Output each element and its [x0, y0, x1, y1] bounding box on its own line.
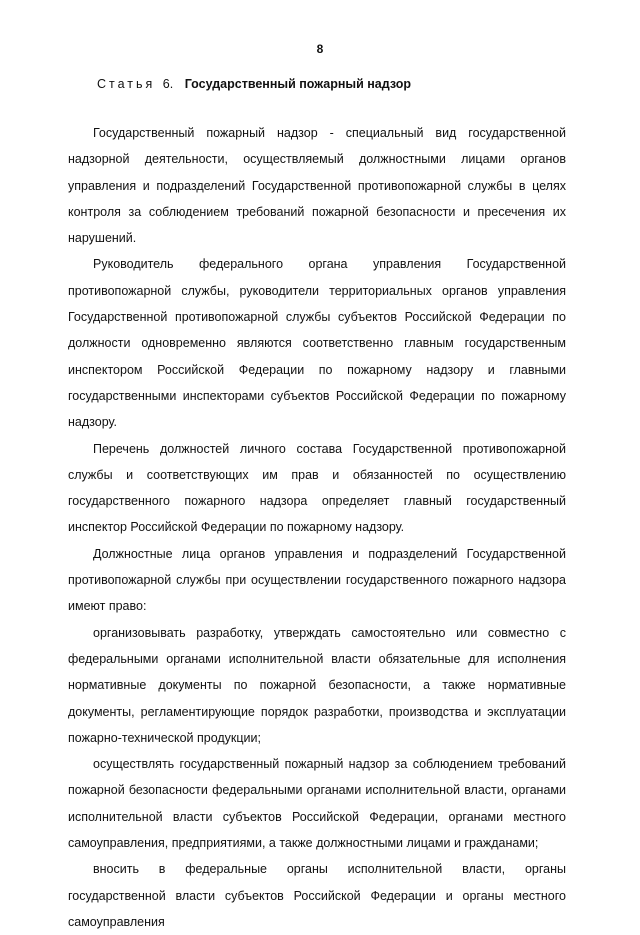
paragraph-right-submit: вносить в федеральные органы исполнительной власти, органы государственной власти субъектов Российской Федерации и органы местного самоуправления [68, 862, 566, 929]
article-heading [97, 77, 411, 91]
article-title: Государственный пожарный надзор [184, 77, 411, 91]
article-body [68, 120, 566, 935]
article-number: 6. [162, 77, 174, 91]
paragraph-definition: Государственный пожарный надзор - специальный вид государственной надзорной деятельности, осуществляемый должностными лицами органов управления и подразделений Государственной противопожарной службы в целях контроля за соблюдением требований пожарной безопасности и пресечения их нарушений. [68, 126, 566, 246]
paragraph-positions-list: Перечень должностей личного состава Государственной противопожарной службы и соответствующих им прав и обязанностей по осуществлению государственного пожарного надзора определяет главный государственный инспектор Российской Федерации по пожарному надзору. [68, 441, 566, 535]
paragraph-rights-intro: Должностные лица органов управления и подразделений Государственной противопожарной службы при осуществлении государственного пожарного надзора имеют право: [68, 546, 566, 614]
paragraph-right-organize: организовывать разработку, утверждать самостоятельно или совместно с федеральными органами исполнительной власти обязательные для исполнения нормативные документы по пожарной безопасности, а также нормативные документы, регламентирующие порядок разработки, производства и эксплуатации пожарно-технической продукции; [68, 625, 566, 745]
paragraph-right-supervise: осуществлять государственный пожарный надзор за соблюдением требований пожарной безопасности федеральными органами исполнительной власти, органами исполнительной власти субъектов Российской Федерации, органами местного самоуправления, предприятиями, а также должностными лицами и гражданами; [68, 757, 566, 851]
page-number: 8 [316, 42, 324, 56]
paragraph-chief-inspectors: Руководитель федерального органа управления Государственной противопожарной службы, руководители территориальных органов управления Государственной противопожарной службы субъектов Российской Федерации по должности одновременно являются соответственно главным государственным инспектором Российской Федерации по пожарному надзору и главными государственными инспекторами субъектов Российской Федерации по пожарному надзору. [68, 257, 566, 430]
article-label: Статья [97, 77, 156, 91]
